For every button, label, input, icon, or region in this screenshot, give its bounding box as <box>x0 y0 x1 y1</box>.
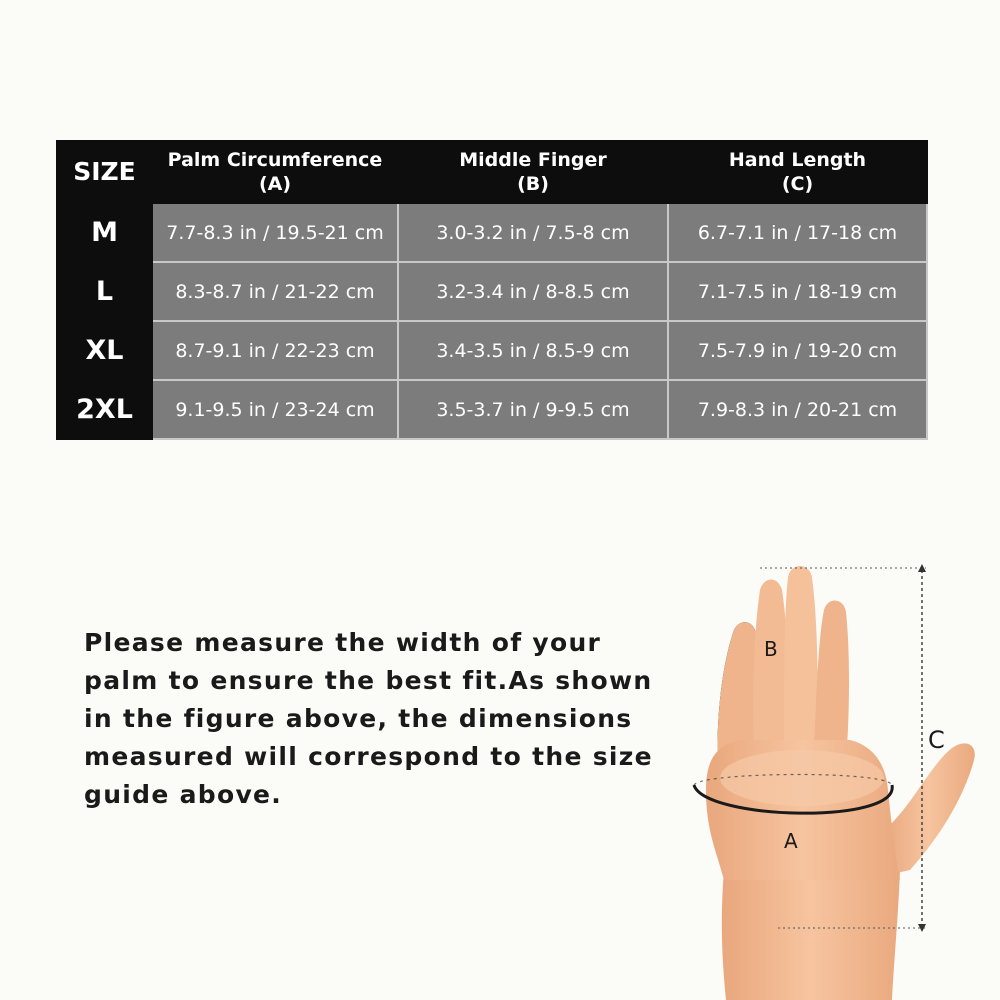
header-palm-title: Palm Circumference <box>167 149 383 171</box>
finger-value: 3.2-3.4 in / 8-8.5 cm <box>398 262 668 321</box>
table-row-xl <box>57 321 927 380</box>
size-chart-header <box>57 141 927 203</box>
label-b: B <box>764 637 778 661</box>
header-finger-code: (B) <box>517 173 549 195</box>
size-label: M <box>57 203 152 262</box>
length-value: 6.7-7.1 in / 17-18 cm <box>668 203 927 262</box>
finger-value: 3.0-3.2 in / 7.5-8 cm <box>398 203 668 262</box>
length-value: 7.1-7.5 in / 18-19 cm <box>668 262 927 321</box>
finger-value: 3.4-3.5 in / 8.5-9 cm <box>398 321 668 380</box>
hand-illustration <box>706 566 975 1000</box>
label-a: A <box>784 829 798 853</box>
palm-value: 7.7-8.3 in / 19.5-21 cm <box>152 203 398 262</box>
header-size: SIZE <box>57 141 152 203</box>
length-value: 7.9-8.3 in / 20-21 cm <box>668 380 927 439</box>
palm-value: 9.1-9.5 in / 23-24 cm <box>152 380 398 439</box>
header-hand-length <box>668 141 927 203</box>
size-chart-table <box>56 140 928 440</box>
hand-measurement-figure <box>660 540 1000 1000</box>
table-row-m <box>57 203 927 262</box>
header-finger-title: Middle Finger <box>459 149 607 171</box>
header-middle-finger <box>398 141 668 203</box>
palm-value: 8.3-8.7 in / 21-22 cm <box>152 262 398 321</box>
size-label: L <box>57 262 152 321</box>
header-palm-circumference <box>152 141 398 203</box>
length-value: 7.5-7.9 in / 19-20 cm <box>668 321 927 380</box>
label-c: C <box>928 726 945 754</box>
palm-value: 8.7-9.1 in / 22-23 cm <box>152 321 398 380</box>
header-palm-code: (A) <box>258 173 292 195</box>
measure-instructions: Please measure the width of your palm to ensure the best fit.As shown in the figure above, the dimensions measured will correspond to the size guide above. <box>84 628 653 809</box>
header-length-code: (C) <box>781 173 814 195</box>
table-row-l <box>57 262 927 321</box>
table-row-2xl <box>57 380 927 439</box>
finger-value: 3.5-3.7 in / 9-9.5 cm <box>398 380 668 439</box>
header-length-title: Hand Length <box>728 149 867 171</box>
size-label: 2XL <box>57 380 152 439</box>
size-label: XL <box>57 321 152 380</box>
